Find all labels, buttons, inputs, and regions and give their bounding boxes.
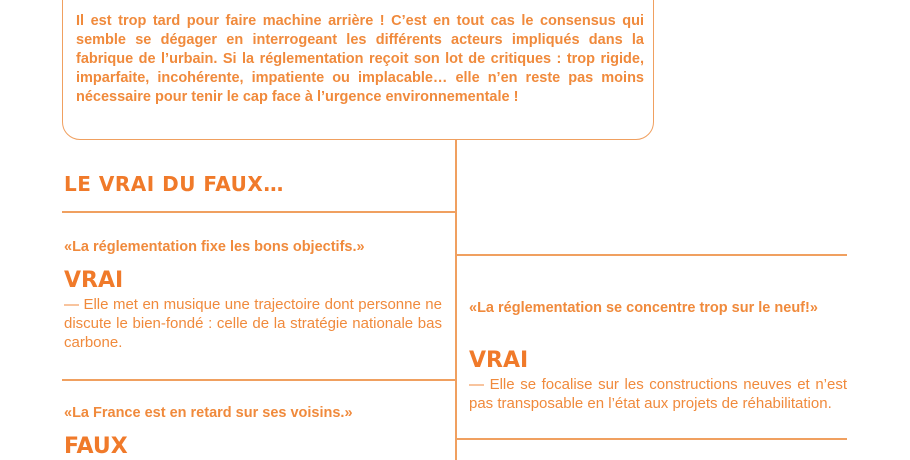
rule-under-title <box>62 211 456 213</box>
item-verdict: VRAI <box>64 268 124 293</box>
item-quote: «La France est en retard sur ses voisins.» <box>64 405 353 421</box>
item-verdict: FAUX <box>64 434 128 459</box>
item-verdict: VRAI <box>469 348 529 373</box>
section-title: LE VRAI DU FAUX… <box>64 172 284 196</box>
rule-right-top <box>455 254 847 256</box>
rule-left-middle <box>62 379 456 381</box>
item-text: — Elle se focalise sur les constructions neuves et n’est pas transposable en l’état aux projets de réhabilitation. <box>469 376 847 412</box>
intro-text: Il est trop tard pour faire machine arrière ! C’est en tout cas le consensus qui semble se dégager en interrogeant les différents acteurs impliqués dans la fabrique de l’urbain. Si la réglementation reçoit son lot de critiques : trop rigide, imparfaite, incohérente, impatiente ou implacable… elle n’en reste pas moins nécessaire pour tenir le cap face à l’urgence environnementale ! <box>76 13 644 105</box>
column-divider <box>455 140 457 460</box>
item-quote: «La réglementation se concentre trop sur le neuf!» <box>469 300 818 316</box>
item-quote: «La réglementation fixe les bons objectifs.» <box>64 239 365 255</box>
rule-right-bottom <box>455 438 847 440</box>
item-text: — Elle met en musique une trajectoire dont personne ne discute le bien-fondé : celle de la stratégie nationale bas carbone. <box>64 296 442 351</box>
